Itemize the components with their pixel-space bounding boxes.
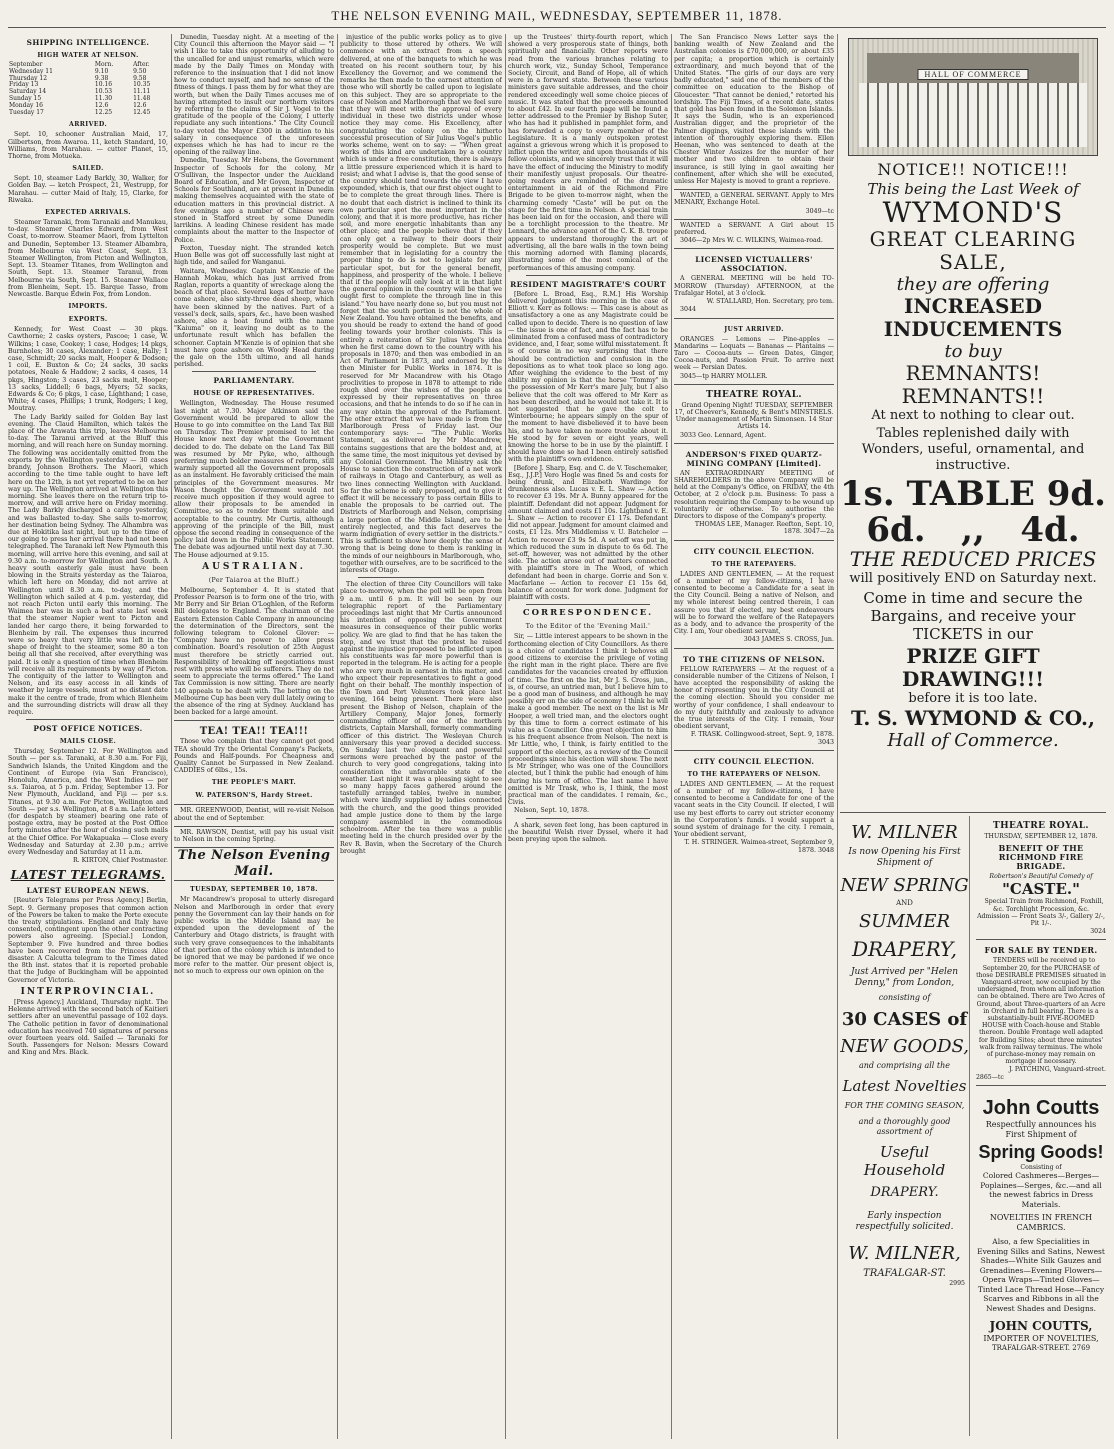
dunedin-text-2: Dunedin, Tuesday. Mr Hebens, the Government Inspector of Schools for the colony, Mr O'Sullivan, the Inspector under the Auckland Board of Education, and Mr Goyen, Inspector of Schools for Southland, are at present in Dunedin making themselves acquainted with the state of education matters in this provincial district. A few evenings ago a number of Chinese were stoned in Stafford street by some Dunedin larrikins. A leading Chinese resident has made complaints about the matter to the Inspector of Police. bbox=[174, 157, 334, 244]
mails-heading: MAILS CLOSE. bbox=[59, 738, 117, 746]
divider bbox=[358, 577, 484, 578]
miscellany-text: The San Francisco News Letter says the banking wealth of New Zealand and the Australian colonies is £70,000,000, or about £35 per capita; a proportion which is certainly extraordinary, and much beyond that of the United States. "The girls of our days are very badly educated," said one of the members of the committee on education to the Bishop of Gloucester. "That cannot be denied," retorted his lordship. The Fiji Times, of a recent date, states that gold has been found in the Solomon Islands. It says the Sudin, who is an experienced Australian digger, and the proprietor of the Palmer diggings, visited these islands with the intention of thoroughly exploring them. Ellen Heenan, who was sentenced to death at the Chester Winter Assizes for the murder of her mother and two children to obtain their insurance, is still lying in gaol awaiting her confinement, after which she will be executed, unless Her Majesty is moved to grant a reprieve. bbox=[674, 34, 834, 186]
milner-season: FOR THE COMING SEASON, bbox=[844, 1101, 965, 1111]
coutts-street: TRAFALGAR-STREET. 2769 bbox=[991, 1344, 1091, 1353]
wymond-prize: PRIZE GIFT DRAWING!!! bbox=[901, 644, 1044, 691]
council-2-heading: CITY COUNCIL ELECTION. bbox=[693, 756, 815, 766]
table-cell: Friday 13 bbox=[9, 81, 39, 89]
council-2-sub: TO THE RATEPAYERS OF NELSON. bbox=[687, 770, 821, 778]
divider bbox=[840, 812, 1106, 813]
milner-ad bbox=[840, 816, 970, 1436]
table-cell: Monday 16 bbox=[9, 101, 43, 109]
citizens-sign: F. TRASK. Collingwood-street, Sept. 9, 1878. 3043 bbox=[690, 731, 834, 746]
wymond-remnants: REMNANTS! REMNANTS!! bbox=[901, 361, 1045, 408]
caste-number: 3024 bbox=[1090, 928, 1106, 936]
telegrams-heading: LATEST TELEGRAMS. bbox=[10, 868, 166, 883]
wymond-company: T. S. WYMOND & CO., bbox=[851, 706, 1095, 730]
table-cell: 11.11 bbox=[133, 88, 151, 96]
th-september: September bbox=[9, 61, 43, 68]
milner-drapery: DRAPERY, bbox=[851, 937, 958, 962]
milner-name: W. MILNER bbox=[851, 822, 958, 843]
arrived-heading: ARRIVED. bbox=[69, 121, 107, 129]
column-ads bbox=[674, 34, 834, 1439]
milner-comprising: and comprising all the bbox=[859, 1061, 950, 1071]
arrived-text: Sept. 10, schooner Australian Maid, 17, Gilbertson, from Awaroa. 11, ketch Standard, 10, Williams, from Marahau. — cutter Planet, 15, Thorne, from Motueka. bbox=[8, 131, 168, 160]
victuallers-text: A GENERAL MEETING will be held TO-MORROW (Thursday) AFTERNOON, at the Trafalgar Hotel, at 3 o'clock. bbox=[674, 275, 834, 297]
coutts-importer: IMPORTER OF NOVELTIES, bbox=[983, 1334, 1099, 1344]
local-news-continued: up the Trustees' thirty-fourth report, which showed a very prosperous state of things, both spiritually and financially. Other reports were read from the various branches relating to church work, viz., Sunday School, Temperance Society, Circuit, and Band of Hope, all of which were in a forward state. Between these various ministers gave suitable addresses, and the choir rendered exceedingly well some choice pieces of music. It was stated that the proceeds amounted to about £42. In our fourth page will be found a letter addressed to the Premier by Bishop Suter, who has had it published in pamphlet form, and has forwarded a copy to every member of the Legislature. It is a manly outspoken protest against a grievous wrong which it is proposed to inflict upon the writer, and upon thousands of his fellow colonists, and we sincerely trust that it will have the effect of inducing the Ministry to modify their manifestly unjust proposals. Our theatre-going readers are reminded of the dramatic entertainment in aid of the Richmond Fire Brigade to be given to-morrow night, when the charming comedy "Caste" will be put on the stage for the first time in Nelson. A special train has been laid on for the occasion, and there will be a torchlight procession to the theatre. Mr Lennard, the advance agent of the C. K. B. troupe appears to understand thoroughly the art of advertising, all the bare walls in the town being this morning adorned with flaming placards, illustrating some of the most comical of the performances of this amusing company. bbox=[508, 34, 668, 272]
parliamentary-heading: PARLIAMENTARY. bbox=[213, 376, 295, 386]
interprovincial-heading: INTERPROVINCIAL. bbox=[20, 986, 156, 997]
citizens-text: FELLOW RATEPAYERS — At the request of a considerable number of the Citizens of Nelson, I have accepted the responsibility of asking the honor of representing you in the City Council at the coming election. Should you consider me worthy of your confidence, I shall endeavour to do my duty faithfully and zealously to advance the true interests of the City. I remain, Your obedient servant, bbox=[674, 665, 834, 731]
wymond-inducements: INCREASED INDUCEMENTS bbox=[883, 294, 1063, 341]
milner-household: Useful Household bbox=[863, 1143, 946, 1180]
servant-ad-2-number: 3046—2p Mrs W. C. WILKINS, Waimea-road. bbox=[680, 237, 823, 245]
milner-new-spring: NEW SPRING bbox=[840, 875, 969, 896]
table-cell: 12.25 bbox=[94, 108, 113, 116]
servant-ad: WANTED, a GENERAL SERVANT. Apply to Mrs MENARY, Exchange Hotel. bbox=[674, 189, 834, 206]
postmaster: R. KIRTON, Chief Postmaster. bbox=[72, 857, 168, 865]
leader-continued: injustice of the public works policy as to give publicity to those uttered by others. We will commence with an extract from a speech delivered, at one of the banquets to which he was treated on his recent southern tour, by his Excellency the Governor, and we commend the remarks he then made to the earnest attention of those who will shortly be called upon to legislate on this subject. They are so appropriate to the case of Nelson and Marlborough that we feel sure that they will meet with the approval of every individual in these two districts under whose notice they may come. His Excellency, after congratulating the colony on the hitherto successful prosecution of Sir Julius Vogel's public works scheme, went on to say: — "When great works of this kind are undertaken by a country which is under a free constitution, there is always a little pressure experienced which it is hard to resist; and what I advise is, that the good sense of the country should tend towards the view I have expounded, which is, that our first object ought to be to complete the great through lines. There is no doubt that each district is inclined to think its own particular spot the most important in the colony, and that it is more productive, has richer soil, and more energetic inhabitants than any other place; and the people believe that if they can only get a railway to their doors their prosperity would be complete. But we must remember that in legislating for a country the proper thing to do is not to legislate for any particular spot, but for the general benefit, happiness, and prosperity of the whole. I believe that if the people will only look at it in that light the general opinion in the country will be that we ought first to complete the through line in this island." You have nearly done so, but you must not forget that the south portion is not the whole of New Zealand. You have obtained the benefits, and you should be ready to extend the hand of good feeling towards your brother colonists. This is entirely a reiteration of Sir Julius Vogel's idea when he first came down to the country with his proposals in 1870; and then was embodied in an Act of Parliament in 1873, and endorsed by the then Minister for Public Works in 1874. It is reserved for Mr Macandrew with his Otago proclivities to propose in 1878 to attempt to ride rough shod over the wishes of the people as expressed by their representatives on three occasions, and that he intends to do so if he can in any way obtain the approval of the Parliament. The other extract that we have made is from the Marlborough Press of Friday last. Our contemporary says: — "The Public Works Statement, as delivered by Mr Macandrew, contains suggestions that are the boldest and, at the same time, the most iniquitous yet devised by any Colonial Government. The Ministry ask the House to sanction the construction of a net work of railways in Otago and Canterbury, as well as two lines connecting Wellington with Auckland. So far the scheme is only proposed, and to give it effect it will be necessary to pass certain Bills to enable the proposals to be carried out. The Districts of Marlborough and Nelson, comprising a large portion of the Middle Island, are to be entirely neglected, and this fact deserves the warm indignation of every settler in the districts." This is sufficient to show how deeply the sense of wrong that is being done to them is rankling in the minds of our neighbours in Marlborough, who, together with ourselves, are to be sacrificed to the interests of Otago. bbox=[340, 34, 502, 575]
house-heading: HOUSE OF REPRESENTATIVES. bbox=[193, 390, 315, 398]
caste-benefit: BENEFIT OF THE RICHMOND FIRE BRIGADE. bbox=[998, 843, 1084, 872]
quartz-sign: THOMAS LEE, Manager. Reefton, Sept. 10, 1878. 3047—2a bbox=[694, 521, 834, 536]
australian-text: Melbourne, September 4. It is stated that Professor Pearson is to form one of the trio, with Mr Berry and Sir Brian O'Loghlen, of the Reform Bill delegates to England. The chairman of the Eastern Extension Cable Company in announcing the determination of the Directors, sent the following telegram to Colonel Glover: — "Company have no power to allow press combination. Board's resolution of 25th August must therefore be strictly carried out. Responsibility of breaking off negotiations must rest with press who will be sufferers. They do not seem to appreciate the terms offered." The Land Tax Commission is now sitting. There are nearly 140 appeals to be dealt with. The betting on the Melbourne Cup has been very dull lately owing to the absence of the ring at Sydney. Auckland has been backed for a large amount. bbox=[174, 586, 334, 717]
engraving-sign: HALL OF COMMERCE bbox=[917, 69, 1028, 80]
column-shipping bbox=[8, 34, 168, 1439]
paterson: W. PATERSON'S, Hardy Street. bbox=[195, 792, 313, 800]
just-arrived-text: ORANGES — Lemons — Pine-apples — Mandarins — Loquats — Bananas — Plantains — Taro — Cocoa-nuts — Green Dates, Ginger, Cocoa-nuts, and Passion Fruit. To arrive next week — Persian Dates. bbox=[674, 335, 834, 372]
dunedin-text: Dunedin, Tuesday night. At a meeting of the City Council this afternoon the Mayor said — "I wish I like to take this opportunity of alluding to the uncalled for and unjust remarks, which were made by the Daily Times on Monday with reference to the insinuation that I did not know how to conduct myself, and had no sense of the fitness of things. I pass them by for what they are worth, but when the Daily Times accuses me of having attempted to insult our northern visitors by referring to the claims of Sir J. Vogel to the gratitude of the people of the Colony, I utterly repudiate any such intentions." The City Council to-day voted the Mayor £300 in addition to his salary in consequence of the unforeseen expenses which he has had to incur re the opening of the railway line. bbox=[174, 34, 334, 157]
right-ads bbox=[976, 816, 1106, 1436]
exports-text: Kennedy, for West Coast — 30 pkgs. Cawthorne; 2 casks oysters, Pascoe; 1 case, W. Wilkins; 1 case, Cookey; 1 case, Hodges; 14 pkgs, Burnholes; 30 cases, Alexander; 1 case, Hally; 1 case, Schmidt; 20 sacks malt, Hooper & Dodson; 1 coil, E. Buxton & Co; 24 sacks, 30 sacks potatoes, Neale & Haddow; 2 sacks, 4 cases, 14 pkgs, Hingston; 3 cases, 23 sacks malt, Hooper; 13 sacks, Liddell; 6 bags, Myers; 52 sacks, Edwards & Co; 6 pkgs, 1 case, Lighthand; 1 case, White; 4 cases, Phillips; 1 trunk, Rodgers; 1 keg, Moutray. bbox=[8, 326, 168, 413]
foxton-text: Foxton, Tuesday night. The stranded ketch Huon Belle was got off successfully last night at high tide, and sailed for Wanganui. bbox=[174, 244, 334, 267]
table-cell: 12.6 bbox=[94, 101, 109, 109]
table-cell: 10.16 bbox=[94, 81, 113, 89]
just-arrived-sign: 3045—tp HARRY MOLLER. bbox=[680, 372, 768, 380]
just-arrived-heading: JUST ARRIVED. bbox=[724, 325, 784, 333]
milner-number: 2995 bbox=[949, 1280, 965, 1288]
leader-text: Mr Macandrew's proposal to utterly disregard Nelson and Marlborough in order that every penny the Government can lay their hands on for public works in the Middle Island may be expended upon the development of the Canterbury and Otago districts, is fraught with such very grave consequences to the inhabitants of that portion of the colony which is intended to be ignored that we may be pardoned if we once more refer to the matter. Our present object is, not so much to express our own opinion on the bbox=[174, 896, 334, 976]
shipping-news: The Lady Barkly sailed for Golden Bay last evening. The Claud Hamilton, which takes the place of the Arawata this trip, leaves Melbourne to-day. The Taranui arrived at the Bluff this morning, and will reach here on Sunday morning. The following was accidentally omitted from the exports by the Wellington yesterday — 30 cases brandy, Johnson Brothers. The Maori, which according to the time table ought to have left here on the 12th, is not yet reported to be on her way up. The Wellington arrived at Wellington this morning. She leaves there on the return trip to-morrow, and will arrive here on Friday morning. The Lady Barkly discharged a cargo yesterday, and was ballasted to-day. She sails to-morrow, her destination being Sydney. The Alhambra was due at Hokitika last night, but up to the time of our going to press her arrival there had not been telegraphed. The Taranaki left New Plymouth this morning, will arrive here this evening, and sail at 9.30 a.m. to-morrow for Wellington and South. A heavy south easterly gale must have been blowing in the Straits yesterday as the Taiaroa, which left here on Monday, did not arrive at Wellington until 8.30 a.m. to-day, and the Wellington which sailed at 4 p.m. yesterday, did not reach Picton until early this morning. The Waimea bar was in such a bad state last week that the steamer Napier went to Picton and landed her cargo there, it being forwarded to Blenheim by rail. The expenses thus incurred were so heavy that very little was left in the shape of freight to the steamer, some 80 a ton being all that she received, after everything was paid. It is only a question of time when Blenheim will receive all its requirements by way of Picton. The contiguity of the latter to Wellington and Nelson, and its easy access in all kinds of weather by large vessels, must at no distant date make it the centre of trade, from which Blenheim and the surrounding districts will draw all they require. bbox=[8, 413, 168, 716]
table-cell: 9.58 bbox=[133, 74, 147, 82]
wymond-name: WYMOND'S bbox=[882, 196, 1064, 229]
table-cell: 11.30 bbox=[94, 94, 113, 102]
leader-date: TUESDAY, SEPTEMBER 10, 1878. bbox=[190, 886, 318, 894]
council-heading: CITY COUNCIL ELECTION. bbox=[693, 546, 815, 556]
table-cell: 9.10 bbox=[94, 67, 109, 75]
victuallers-number: 3044 bbox=[680, 306, 697, 314]
milner-consisting: consisting of bbox=[878, 993, 931, 1003]
wymond-price-1: 1s. TABLE 9d. bbox=[840, 474, 1106, 514]
citizens-heading: TO THE CITIZENS OF NELSON. bbox=[682, 654, 826, 664]
waitara-text: Waitara, Wednesday. Captain M'Kenzie of the Hannah Mokau, which has just arrived from Raglan, reports a quantity of wreckage along the beach of that place. Several kegs of butter have come ashore, also sixty-three dead sheep, which have been skinned by the natives. Part of a vessel's deck, sails, spars, &c., have been washed ashore, also a boat found with the name "Kaiuma" on it, leaving no doubt as to the unfortunate result which has befallen the schooner. Captain M'Kenzie is of opinion that she must have gone ashore on Woody Head during the gale on the 15th ultimo, and all hands perished. bbox=[174, 267, 334, 369]
table-cell: Thursday 12 bbox=[9, 74, 48, 82]
wymond-clear: At next to nothing to clear out. bbox=[871, 408, 1075, 423]
sailed-heading: SAILED. bbox=[72, 165, 104, 173]
high-water-table bbox=[8, 62, 168, 116]
wymond-line-1: This being the Last Week of bbox=[867, 180, 1079, 198]
wymond-come: Come in time and secure the Bargains, and receive your TICKETS in our bbox=[863, 589, 1083, 643]
correspondence-sub: To the Editor of the 'Evening Mail.' bbox=[525, 623, 651, 631]
caste-body: Special Train from Richmond, Foxhill, &c. Torchlight Procession, &c. Admission — Front Seats 3/-, Gallery 2/-, Pit 1/-. bbox=[977, 898, 1105, 928]
coutts-signature: JOHN COUTTS, bbox=[989, 1319, 1093, 1334]
wymond-tables: Tables replenished daily with Wonders, useful, ornamental, and instructive. bbox=[861, 426, 1085, 473]
tender-title: FOR SALE BY TENDER. bbox=[984, 945, 1098, 956]
table-cell: 12.45 bbox=[133, 108, 151, 116]
coutts-specialities: Also, a few Specialities in Evening Silks and Satins, Newest Shades—White Silk Gauzes and Grenadines—Evening Flowers—Opera Wraps—Tinted Gloves—Tinted Lace Thread Hose—Fancy Scarves and Ribbons in all the Newest Shades and Designs. bbox=[977, 1237, 1105, 1313]
wymond-sale: GREAT CLEARING SALE, bbox=[869, 227, 1077, 274]
caste-date: THURSDAY, SEPTEMBER 12, 1878. bbox=[984, 833, 1098, 840]
divider bbox=[526, 818, 650, 819]
table-cell: 11.48 bbox=[133, 94, 151, 102]
milner-and: AND bbox=[896, 899, 913, 907]
th-morn: Morn. bbox=[94, 61, 114, 68]
divider bbox=[526, 604, 650, 605]
salmon-text: A shark, seven feet long, has been captured in the beautiful Welsh river Dyssel, where it had been preying upon the salmon. bbox=[508, 821, 668, 843]
column-rule bbox=[671, 34, 672, 1439]
correspondence-text: Sir, — Little interest appears to be shown in the forthcoming election of City Councillors. As there is a choice of candidates I think it behoves all good citizens to exercise the privilege of voting the right man in the right place. There are five candidates for the vacancies created by effluxion of time. The first on the list, Mr J. S. Cross, jun., is, of course, an untried man, but I believe him to be a good man of business, and although he may possibly err on the side of economy I think he will make a good member. The next on the list is Mr Hooper, a well tried man, and the electors ought by this time to form a correct estimate of his value as a Councillor. One great objection to him is his frequent absence from Nelson. The next is Mr Little, who, I think, is fairly entitled to the support of the electors, as a review of the Council proceedings since his election will show. The next is Mr Stringer, who was one of the Councillors elected, but I think the public had enough of him during his term of office. The last name I have omitted is Mr Trask, who is, I think, the most practical man of the candidates. I remain, &c., Civis. bbox=[508, 633, 668, 807]
australian-sub: (Per Taiaroa at the Bluff.) bbox=[208, 576, 300, 584]
table-cell: 9.38 bbox=[94, 74, 109, 82]
wymond-late: before it is too late. bbox=[908, 691, 1038, 706]
column-news bbox=[174, 34, 334, 1439]
council-2-text: LADIES AND GENTLEMEN, — At the request of a number of my fellow-citizens, I have consented to become a Candidate for one of the vacant seats in the City Council. If elected, I will use my best efforts to carry out stricter economy in the Corporation's funds. I would support a sound system of drainage for the city. I remain, Your obedient servant, bbox=[674, 780, 834, 839]
coutts-fabrics: Colored Cashmeres—Berges—Poplaines—Serges, &c.—and all the newest fabrics in Dress Materials. bbox=[980, 1171, 1102, 1209]
coutts-spring: Spring Goods! bbox=[978, 1141, 1104, 1162]
theatre-text: Grand Opening Night! TUESDAY, SEPTEMBER 17, of Cheever's, Kennedy, & Bent's MINSTRELS. Under management of Martin Simonsen. 14 Star Artists 14. bbox=[674, 401, 834, 431]
council-2-sign: T. H. STRINGER. Waimea-street, September 9, 1878. 3048 bbox=[684, 839, 834, 854]
exports-heading: EXPORTS. bbox=[68, 316, 108, 324]
tender-number: 2865—tc bbox=[976, 1073, 1004, 1081]
tender-body: TENDERS will be received up to September 20, for the PURCHASE of those DESIRABLE PREMISES situated in Vanguard-street, now occupied by the undersigned, from whom all information can be obtained. There are Two Acres of Ground, about Three-quarters of an Acre in Orchard in full bearing. There is a substantially-built FIVE-ROOMED HOUSE with Coach-house and Stable thereon. Double Frontage well adapted for Building Sites; about three minutes' walk from railway terminus. The whole of purchase-money may remain on mortgage if necessary. bbox=[976, 957, 1106, 1066]
milner-signature: W. MILNER, bbox=[848, 1243, 961, 1265]
milner-novelties: Latest Novelties bbox=[842, 1077, 967, 1096]
tea-heading: TEA! TEA!! TEA!!! bbox=[199, 726, 309, 738]
milner-summer: SUMMER bbox=[858, 911, 951, 933]
table-cell: 9.50 bbox=[133, 67, 147, 75]
servant-ad-number: 3049—tc bbox=[805, 207, 834, 215]
milner-assortment: and a thoroughly good assortment of bbox=[858, 1117, 951, 1137]
notice-heading: NOTICE!! NOTICE!!! bbox=[877, 160, 1069, 179]
correspondence-heading: CORRESPONDENCE. bbox=[522, 608, 654, 619]
quartz-heading: ANDERSON'S FIXED QUARTZ-MINING COMPANY [Limited]. bbox=[685, 449, 823, 468]
milner-street: TRAFALGAR-ST. bbox=[863, 1268, 946, 1280]
paper-title: The Nelson Evening Mail. bbox=[174, 847, 334, 881]
column-court bbox=[508, 34, 668, 1439]
th-after: After. bbox=[133, 61, 150, 68]
post-heading: POST OFFICE NOTICES. bbox=[33, 724, 143, 734]
wymond-reduced: THE REDUCED PRICES bbox=[849, 547, 1097, 571]
milner-drapery-2: DRAPERY. bbox=[870, 1185, 939, 1201]
divider bbox=[26, 719, 150, 720]
greenwood-ad: MR. GREENWOOD, Dentist, will re-visit Nelson about the end of September. bbox=[174, 804, 334, 821]
coutts-cambrics: NOVELTIES IN FRENCH CAMBRICS. bbox=[989, 1213, 1093, 1233]
european-heading: LATEST EUROPEAN NEWS. bbox=[26, 886, 150, 896]
council-sign: 3043 JAMES S. CROSS, Jun. bbox=[743, 636, 834, 644]
post-text: Thursday, September 12. For Wellington and South — per s.s. Taranaki, at 8.30 a.m. For Fiji, Sandwich Islands, the United Kingdom and the Continent of Europe (via San Francisco), Honolulu, America, and the West Indies — per s.s. Taiaroa, at 5 p.m. Friday, September 13. For New Plymouth, Auckland, and Fiji — per s.s. Titanes, at 9.30 a.m. For Picton, Wellington and South — per s.s. Wellington, at 8 a.m. Late letters (for despatch by steamer) bearing one rate of postage extra, may be posted at the Post Office forty minutes after the hour of closing such mails at the Chief Office. For Wakapuaka — Close every Wednesday and Saturday at 2.30 p.m.; arrive every Wednesday and Saturday at 11 a.m. bbox=[8, 748, 168, 857]
quartz-text: AN EXTRAORDINARY MEETING of SHAREHOLDERS in the above Company will be held at the Company's Office, on FRIDAY, the 4th October, at 2 o'clock p.m. Business: To pass a resolution requiring the Company to be wound up voluntarily or otherwise. To authorise the Directors to dispose of the Company's property. bbox=[674, 469, 834, 520]
local-news: The election of three City Councillors will take place to-morrow, when the poll will be open from 9 a.m. until 6 p.m. It will be seen by our telegraphic report of the Parliamentary proceedings last night that Mr Curtis announced his intention of opposing the Government measures in consequence of their public works policy. We are glad to find that he has taken the step, and we trust that the protest he raised against the injustice proposed to be inflicted upon his constituents was far more powerful than is reported in the telegram. He is acting for a people who are very much in earnest in this matter, and who expect their representatives to fight a good fight on their behalf. The monthly inspection of the Town and Port Volunteers took place last evening, 164 being present. There were also present the Bishop of Nelson, chaplain of the Artillery Company, Major Jones, formerly commanding officer of one of the northern districts, Captain Marshall, formerly commanding officer of this district. The Wesleyan Church anniversary this year proved a decided success. On Sunday last two eloquent and powerful sermons were preached by the pastor of the church to very good congregations, taking into consideration the unfavorable state of the weather. Last night it was a pleasing sight to see so many happy faces gathered around the tastefully arranged tables, twelve in number, which were kindly supplied by ladies connected with the church, and the good things provided had ample justice done to them by the large company assembled in the commodious schoolroom. After the tea there was a public meeting held in the church presided over by the Rev R. Bavin, when the Secretary of the Church brought bbox=[340, 581, 502, 855]
rm-court-text-2: [Before J. Sharp, Esq. and C. de V. Teschemaker, Esq., J.J.P.] Vero Hogle was fined 5s and costs for being drunk, and Elizabeth Wardinge for drunkenness also. Lucas v. E. L. Shaw — Action to recover £3 19s. Mr A. Bunny appeared for the plaintiff. Defendant did not appear. Judgment for amount claimed and costs £1 10s. Lightband v. E. L. Shaw — Action to recover £1 17s. Defendant did not appear. Judgment for amount claimed and costs, £1 12s. Mrs Middlemiss v. U. Batchelor — Action to recover £3 9s 5d. A set-off was put in, which reduced the sum in dispute to 6s 6d. The set-off, however, was not admitted by the other side. The action arose out of matters connected with plaintiff's store in The Wood, of which defendant had been in charge. Gorrie and Son v. Macfarlane — Action to recover £1 15s 6d, balance of account for work done. Judgment for plaintiff with costs. bbox=[508, 464, 668, 602]
imports-heading: IMPORTS. bbox=[68, 303, 108, 311]
correspondence-sign: Nelson, Sept. 10, 1878. bbox=[514, 807, 589, 815]
victuallers-sign: W. STALLARD, Hon. Secretary, pro tem. bbox=[706, 298, 834, 306]
milner-opening: Is now Opening his First Shipment of bbox=[848, 847, 961, 868]
victuallers-heading: LICENSED VICTUALLERS' ASSOCIATION. bbox=[695, 255, 813, 274]
tender-sign: J. PATCHING, Vanguard-street. bbox=[1008, 1066, 1106, 1074]
table-cell: 10.35 bbox=[133, 81, 151, 89]
interprovincial-text: [Press Agency.] Auckland, Thursday night. The Helenne arrived with the second batch of Kaitieri settlers after an uneventful passage of 102 days. The Catholic petition in favor of denominational education has received 740 signatures of persons over fourteen years old. Sailed — Taranaki for South. Passengers for Nelson: Messrs Coward and King and Mrs. Black. bbox=[8, 998, 168, 1057]
table-cell: Saturday 14 bbox=[9, 88, 47, 96]
coutts-consisting: Consisting of bbox=[1020, 1163, 1062, 1171]
caste-theatre-title: THEATRE ROYAL. bbox=[993, 821, 1089, 831]
milner-inspection: Early inspection respectfully solicited. bbox=[855, 1211, 954, 1233]
expected-text: Steamer Taranaki, from Taranaki and Manukau, to-day. Steamer Charles Edward, from West Coast, to-morrow. Steamer Maori, from Lyttelton and Dunedin, September 13. Steamer Albambra, from Melbourne via West Coast, Sept. 13. Steamer Wellington, from Picton and Wellington, Sept. 13. Steamer Titanes, from Wellington and South, Sept. 13. Steamer Taranui, from Melbourne via South, Sept. 15. Steamer Wallace from Blenheim, Sept. 15. Barque Tasso, from Newcastle. Barque Edwin Fox, from London. bbox=[8, 219, 168, 299]
tea-text: Those who complain that they cannot get good TEA should Try the Oriental Company's Packets, Pounds and Half-pounds. For Cheapness and Quality Cannot be Surpassed in New Zealand. CADDIES of 6lbs., 15s. bbox=[174, 738, 334, 775]
wymond-offering: they are offering bbox=[896, 274, 1050, 295]
column-rule bbox=[505, 34, 506, 1439]
australian-heading: AUSTRALIAN. bbox=[202, 561, 306, 572]
table-cell: Tuesday 17 bbox=[9, 108, 44, 116]
milner-cases: 30 CASES of bbox=[841, 1009, 968, 1031]
theatre-number: 3033 Geo. Lennard, Agent. bbox=[680, 431, 767, 439]
caste-sub: Robertson's Beautiful Comedy of bbox=[989, 873, 1093, 881]
divider bbox=[526, 275, 650, 276]
column-rule bbox=[171, 34, 172, 1439]
milner-new-goods: NEW GOODS, bbox=[840, 1036, 969, 1058]
wymond-price-2: 6d. ,, 4d. bbox=[866, 510, 1080, 550]
divider bbox=[192, 371, 316, 372]
table-cell: 10.53 bbox=[94, 88, 113, 96]
council-sub: TO THE RATEPAYERS. bbox=[711, 560, 797, 568]
column-rule bbox=[337, 34, 338, 1439]
rm-court-text: [Before L. Broad, Esq., R.M.] His Worship delivered judgment this morning in the case of Elliott v. Kerr as follows: — This case is about as unsatisfactory a one as any Magistrate could be called upon to decide. There is no question of law — the issue is one of fact, and the fact has to be eliminated from a confused mass of contradictory evidence, and, I fear, some wilful misstatement. It is of course in no way surprising that there should be contradiction and confusion in the depositions as to what took place so long ago. After weighing the evidence to the best of my ability my opinion is that the horse "Tommy" in the possession of Mr Kerr's mare July, but I also believe that the colt was offered to Mr Kerr as has been described, and he would not take it. It is not suggested that he gave the colt to Winterbourne; he appears simply on the spur of the moment to have disbelieved it to have been his, and to have taken no more trouble about it. He stood by for seven or eight years, well knowing the horse to be in use by the plaintiff. I should have done so had I been entirely satisfied with the plaintiff's own evidence. bbox=[508, 290, 668, 464]
table-cell: Wednesday 11 bbox=[9, 67, 53, 75]
wymond-hall: Hall of Commerce. bbox=[887, 730, 1059, 751]
shipping-title: SHIPPING INTELLIGENCE. bbox=[26, 38, 150, 47]
column-leader bbox=[340, 34, 502, 1439]
table-cell: Sunday 15 bbox=[9, 94, 42, 102]
rm-court-heading: RESIDENT MAGISTRATE'S COURT bbox=[510, 279, 666, 289]
coutts-name: John Coutts bbox=[982, 1096, 1100, 1119]
hall-of-commerce-engraving bbox=[848, 38, 1098, 156]
caste-play: "CASTE." bbox=[1002, 880, 1080, 899]
table-row bbox=[8, 110, 168, 117]
column-rule bbox=[837, 34, 838, 1439]
milner-arrived: Just Arrived per "Helen Denny," from London, bbox=[850, 967, 959, 989]
wymond-end: will positively END on Saturday next. bbox=[849, 571, 1097, 586]
house-text: Wellington, Wednesday. The House resumed last night at 7.30. Major Atkinson said the Government would be prepared to allow the House to go into committee on the Land Tax Bill on Thursday. The Premier promised to let the House know next day what the Government decided to do. The debate on the Land Tax Bill was resumed by Mr Pyke, who, although preferring much bolder measures of reform, still warmly supported all the Government proposals as an instalment. He favorably criticised the main principles of the Government measures. Mr Wason thought the Government would not receive much opposition if they would agree to allow their proposals to be amended in Committee, so as to render them suitable and acceptable to the country. Mr Curtis, although approving of the principle of the Bill, must oppose the second reading in consequence of the policy laid down in the Public Works Statement. The debate was adjourned until next day at 7.30. The House adjourned at 9.15. bbox=[174, 400, 334, 559]
high-water-title: HIGH WATER AT NELSON. bbox=[37, 52, 139, 59]
european-text: [Reuter's Telegrams per Press Agency.] Berlin, Sept. 9. Germany proposes that common action of the Powers be taken to make the Porte execute the treaty stipulations. England and Italy have consented, contingent upon the other contracting powers also agreeing. [Special.] London, September 9. Five hundred and three bodies have been recovered from the Princess Alice disaster. A Calcutta telegram to the Times dated the 8th inst. states that it is reported probable that the Judge of Buckingham will be appointed Governor of Victoria. bbox=[8, 897, 168, 984]
council-text: LADIES AND GENTLEMEN, — At the request of a number of my fellow-citizens, I have consented to become a Candidate for a seat in the City Council. Being a native of Nelson, and my whole interest being centred therein, I can assure you that if elected, my best endeavours will be to forward the welfare of the Ratepayers as a body, and to advance the prosperity of the City. I am, Your obedient servant, bbox=[674, 570, 834, 636]
theatre-heading: THEATRE ROYAL. bbox=[706, 389, 802, 400]
engraving-facade bbox=[859, 83, 1087, 147]
sailed-text: Sept. 10, steamer Lady Barkly, 30, Walker, for Golden Bay. — ketch Prospect, 21, Westrupp, for Marahau. — cutter Maid of Italy, 15, Clarke, for Riwaka. bbox=[8, 175, 168, 204]
expected-heading: EXPECTED ARRIVALS. bbox=[45, 209, 131, 216]
wymond-buy: to buy bbox=[944, 341, 1002, 362]
peoples-mart: THE PEOPLE'S MART. bbox=[211, 779, 297, 787]
masthead: THE NELSON EVENING MAIL, WEDNESDAY, SEPTEMBER 11, 1878. bbox=[8, 8, 1106, 28]
column-wymond bbox=[840, 34, 1106, 1439]
coutts-announces: Respectfully announces his First Shipment of bbox=[985, 1119, 1097, 1139]
table-cell: 12.6 bbox=[133, 101, 147, 109]
rawson-ad: MR. RAWSON, Dentist, will pay his usual visit to Nelson in the coming Spring. bbox=[174, 826, 334, 843]
servant-ad-2: WANTED a SERVANT. A Girl about 15 preferred. bbox=[674, 219, 834, 236]
